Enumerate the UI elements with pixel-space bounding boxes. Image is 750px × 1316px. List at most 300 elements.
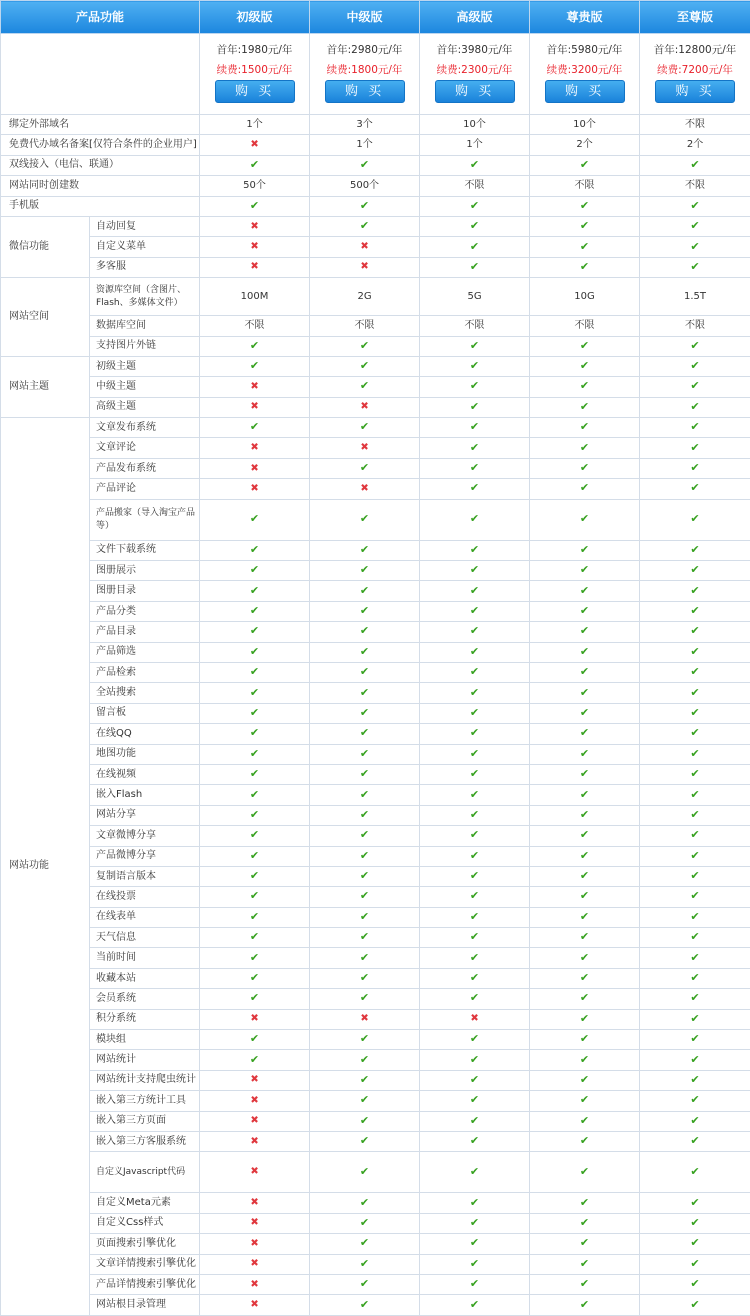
feature-group-label: 网站主题: [1, 356, 90, 417]
check-icon: ✔: [530, 622, 640, 642]
feature-row: [1, 642, 750, 662]
check-icon: ✔: [640, 785, 750, 805]
feature-label: 产品微博分享: [90, 846, 200, 866]
check-icon: ✔: [530, 1295, 640, 1315]
check-icon: ✔: [310, 662, 420, 682]
check-icon: ✔: [530, 336, 640, 356]
check-icon: ✔: [420, 336, 530, 356]
renewal-price: 续费:7200元/年: [640, 64, 750, 76]
check-icon: ✔: [310, 356, 420, 376]
value-cell: 10个: [530, 115, 640, 135]
value-cell: 不限: [530, 316, 640, 336]
feature-label: 嵌入第三方统计工具: [90, 1091, 200, 1111]
tier-header: 初级版: [200, 1, 310, 34]
feature-group-label: 网站功能: [1, 418, 90, 1316]
feature-label: 产品分类: [90, 601, 200, 621]
check-icon: ✔: [310, 1111, 420, 1131]
check-icon: ✔: [530, 356, 640, 376]
cross-icon: ✖: [200, 479, 310, 499]
feature-row: [1, 846, 750, 866]
feature-row: [1, 499, 750, 540]
check-icon: ✔: [530, 887, 640, 907]
check-icon: ✔: [310, 642, 420, 662]
check-icon: ✔: [640, 887, 750, 907]
feature-label: 网站分享: [90, 805, 200, 825]
check-icon: ✔: [530, 1254, 640, 1274]
check-icon: ✔: [420, 887, 530, 907]
check-icon: ✔: [310, 846, 420, 866]
feature-column-header: 产品功能: [1, 1, 200, 34]
check-icon: ✔: [200, 805, 310, 825]
feature-label: 自定义Meta元素: [90, 1193, 200, 1213]
cross-icon: ✖: [200, 1274, 310, 1294]
check-icon: ✔: [420, 1274, 530, 1294]
price-cell: [200, 34, 310, 115]
check-icon: ✔: [530, 1111, 640, 1131]
check-icon: ✔: [200, 887, 310, 907]
check-icon: ✔: [530, 540, 640, 560]
check-icon: ✔: [420, 1070, 530, 1090]
check-icon: ✔: [640, 846, 750, 866]
feature-label: 积分系统: [90, 1009, 200, 1029]
feature-row: [1, 1193, 750, 1213]
check-icon: ✔: [420, 744, 530, 764]
check-icon: ✔: [200, 540, 310, 560]
cross-icon: ✖: [200, 135, 310, 155]
check-icon: ✔: [640, 1070, 750, 1090]
feature-label: 双线接入（电信、联通）: [1, 155, 200, 175]
renewal-price: 续费:1500元/年: [200, 64, 309, 76]
value-cell: 不限: [420, 316, 530, 336]
feature-label: 初级主题: [90, 356, 200, 376]
check-icon: ✔: [530, 826, 640, 846]
price-cell: [420, 34, 530, 115]
first-year-price: 首年:5980元/年: [530, 44, 639, 56]
check-icon: ✔: [420, 805, 530, 825]
feature-group-label: 微信功能: [1, 216, 90, 277]
check-icon: ✔: [310, 785, 420, 805]
check-icon: ✔: [310, 744, 420, 764]
feature-row: [1, 826, 750, 846]
feature-group-label: 网站空间: [1, 278, 90, 357]
feature-label: 中级主题: [90, 377, 200, 397]
check-icon: ✔: [640, 1009, 750, 1029]
cross-icon: ✖: [200, 377, 310, 397]
feature-label: 嵌入第三方客服系统: [90, 1131, 200, 1151]
check-icon: ✔: [420, 764, 530, 784]
value-cell: 不限: [640, 115, 750, 135]
check-icon: ✔: [310, 540, 420, 560]
check-icon: ✔: [200, 744, 310, 764]
check-icon: ✔: [530, 257, 640, 277]
check-icon: ✔: [530, 1030, 640, 1050]
check-icon: ✔: [530, 418, 640, 438]
feature-label: 支持图片外链: [90, 336, 200, 356]
check-icon: ✔: [200, 826, 310, 846]
check-icon: ✔: [640, 805, 750, 825]
check-icon: ✔: [200, 622, 310, 642]
feature-row: [1, 887, 750, 907]
value-cell: 2个: [530, 135, 640, 155]
check-icon: ✔: [420, 216, 530, 236]
check-icon: ✔: [420, 662, 530, 682]
tier-header: 高级版: [420, 1, 530, 34]
check-icon: ✔: [420, 438, 530, 458]
buy-button[interactable]: 购 买: [435, 80, 515, 103]
check-icon: ✔: [640, 377, 750, 397]
check-icon: ✔: [420, 683, 530, 703]
check-icon: ✔: [310, 561, 420, 581]
value-cell: 1个: [310, 135, 420, 155]
check-icon: ✔: [640, 155, 750, 175]
check-icon: ✔: [310, 1050, 420, 1070]
check-icon: ✔: [530, 1152, 640, 1193]
check-icon: ✔: [200, 581, 310, 601]
feature-row: [1, 438, 750, 458]
check-icon: ✔: [420, 642, 530, 662]
check-icon: ✔: [640, 1152, 750, 1193]
check-icon: ✔: [420, 397, 530, 417]
feature-row: [1, 115, 750, 135]
buy-button[interactable]: 购 买: [545, 80, 625, 103]
feature-label: 多客服: [90, 257, 200, 277]
feature-row: [1, 764, 750, 784]
check-icon: ✔: [530, 1234, 640, 1254]
check-icon: ✔: [640, 1234, 750, 1254]
check-icon: ✔: [200, 418, 310, 438]
feature-row: [1, 278, 750, 316]
feature-label: 模块组: [90, 1030, 200, 1050]
check-icon: ✔: [310, 887, 420, 907]
feature-label: 在线QQ: [90, 724, 200, 744]
feature-label: 图册展示: [90, 561, 200, 581]
check-icon: ✔: [310, 196, 420, 216]
check-icon: ✔: [420, 458, 530, 478]
check-icon: ✔: [530, 1050, 640, 1070]
feature-row: [1, 622, 750, 642]
cross-icon: ✖: [200, 1070, 310, 1090]
feature-row: [1, 662, 750, 682]
cross-icon: ✖: [200, 1152, 310, 1193]
cross-icon: ✖: [200, 1213, 310, 1233]
check-icon: ✔: [640, 438, 750, 458]
check-icon: ✔: [200, 601, 310, 621]
feature-row: [1, 155, 750, 175]
check-icon: ✔: [310, 418, 420, 438]
check-icon: ✔: [530, 764, 640, 784]
check-icon: ✔: [420, 499, 530, 540]
feature-label: 全站搜索: [90, 683, 200, 703]
value-cell: 不限: [200, 316, 310, 336]
renewal-price: 续费:3200元/年: [530, 64, 639, 76]
cross-icon: ✖: [200, 458, 310, 478]
check-icon: ✔: [640, 356, 750, 376]
feature-row: [1, 540, 750, 560]
feature-label: 产品筛选: [90, 642, 200, 662]
check-icon: ✔: [420, 377, 530, 397]
check-icon: ✔: [420, 237, 530, 257]
feature-row: [1, 1295, 750, 1315]
value-cell: 不限: [530, 176, 640, 196]
check-icon: ✔: [420, 561, 530, 581]
check-icon: ✔: [640, 826, 750, 846]
check-icon: ✔: [530, 479, 640, 499]
value-cell: 3个: [310, 115, 420, 135]
feature-label: 数据库空间: [90, 316, 200, 336]
feature-label: 手机版: [1, 196, 200, 216]
feature-row: [1, 1050, 750, 1070]
feature-row: [1, 581, 750, 601]
price-cell: [640, 34, 750, 115]
check-icon: ✔: [530, 785, 640, 805]
check-icon: ✔: [530, 1009, 640, 1029]
check-icon: ✔: [530, 662, 640, 682]
check-icon: ✔: [200, 499, 310, 540]
check-icon: ✔: [530, 1213, 640, 1233]
check-icon: ✔: [640, 683, 750, 703]
check-icon: ✔: [640, 703, 750, 723]
check-icon: ✔: [200, 764, 310, 784]
feature-label: 在线投票: [90, 887, 200, 907]
check-icon: ✔: [420, 989, 530, 1009]
check-icon: ✔: [640, 561, 750, 581]
check-icon: ✔: [310, 377, 420, 397]
check-icon: ✔: [530, 561, 640, 581]
value-cell: 2G: [310, 278, 420, 316]
feature-row: [1, 377, 750, 397]
check-icon: ✔: [200, 155, 310, 175]
check-icon: ✔: [420, 356, 530, 376]
tier-header: 中级版: [310, 1, 420, 34]
check-icon: ✔: [420, 155, 530, 175]
feature-row: [1, 703, 750, 723]
check-icon: ✔: [200, 642, 310, 662]
check-icon: ✔: [200, 948, 310, 968]
check-icon: ✔: [530, 968, 640, 988]
check-icon: ✔: [640, 764, 750, 784]
check-icon: ✔: [310, 1213, 420, 1233]
cross-icon: ✖: [200, 1254, 310, 1274]
check-icon: ✔: [310, 703, 420, 723]
check-icon: ✔: [530, 216, 640, 236]
feature-row: [1, 237, 750, 257]
check-icon: ✔: [640, 989, 750, 1009]
check-icon: ✔: [200, 336, 310, 356]
check-icon: ✔: [310, 1254, 420, 1274]
first-year-price: 首年:2980元/年: [310, 44, 419, 56]
check-icon: ✔: [640, 1111, 750, 1131]
check-icon: ✔: [530, 1274, 640, 1294]
check-icon: ✔: [420, 601, 530, 621]
value-cell: 10个: [420, 115, 530, 135]
check-icon: ✔: [420, 1111, 530, 1131]
check-icon: ✔: [420, 1295, 530, 1315]
feature-row: [1, 805, 750, 825]
feature-label: 网站统计: [90, 1050, 200, 1070]
first-year-price: 首年:1980元/年: [200, 44, 309, 56]
check-icon: ✔: [640, 479, 750, 499]
buy-button[interactable]: 购 买: [215, 80, 295, 103]
check-icon: ✔: [640, 1050, 750, 1070]
renewal-price: 续费:2300元/年: [420, 64, 529, 76]
value-cell: 5G: [420, 278, 530, 316]
feature-label: 图册目录: [90, 581, 200, 601]
feature-row: [1, 397, 750, 417]
check-icon: ✔: [640, 540, 750, 560]
feature-label: 会员系统: [90, 989, 200, 1009]
check-icon: ✔: [420, 1193, 530, 1213]
cross-icon: ✖: [200, 1091, 310, 1111]
feature-label: 网站统计支持爬虫统计: [90, 1070, 200, 1090]
check-icon: ✔: [310, 989, 420, 1009]
check-icon: ✔: [200, 785, 310, 805]
check-icon: ✔: [310, 907, 420, 927]
value-cell: 不限: [640, 176, 750, 196]
check-icon: ✔: [530, 907, 640, 927]
feature-label: 产品评论: [90, 479, 200, 499]
feature-row: [1, 928, 750, 948]
feature-label: 自定义Css样式: [90, 1213, 200, 1233]
value-cell: 1个: [200, 115, 310, 135]
feature-label: 页面搜索引擎优化: [90, 1234, 200, 1254]
feature-row: [1, 1213, 750, 1233]
check-icon: ✔: [640, 1254, 750, 1274]
value-cell: 2个: [640, 135, 750, 155]
feature-label: 绑定外部域名: [1, 115, 200, 135]
feature-label: 文章评论: [90, 438, 200, 458]
first-year-price: 首年:12800元/年: [640, 44, 750, 56]
cross-icon: ✖: [200, 1111, 310, 1131]
check-icon: ✔: [640, 642, 750, 662]
check-icon: ✔: [200, 866, 310, 886]
check-icon: ✔: [640, 581, 750, 601]
check-icon: ✔: [530, 601, 640, 621]
cross-icon: ✖: [200, 1131, 310, 1151]
check-icon: ✔: [530, 397, 640, 417]
check-icon: ✔: [420, 724, 530, 744]
check-icon: ✔: [310, 1091, 420, 1111]
feature-row: [1, 1274, 750, 1294]
check-icon: ✔: [530, 1131, 640, 1151]
check-icon: ✔: [420, 785, 530, 805]
check-icon: ✔: [530, 866, 640, 886]
check-icon: ✔: [200, 928, 310, 948]
feature-row: [1, 1152, 750, 1193]
buy-button[interactable]: 购 买: [655, 80, 735, 103]
feature-row: [1, 989, 750, 1009]
value-cell: 500个: [310, 176, 420, 196]
check-icon: ✔: [640, 257, 750, 277]
check-icon: ✔: [310, 601, 420, 621]
feature-row: [1, 336, 750, 356]
check-icon: ✔: [640, 724, 750, 744]
feature-row: [1, 135, 750, 155]
feature-row: [1, 257, 750, 277]
cross-icon: ✖: [200, 237, 310, 257]
check-icon: ✔: [310, 866, 420, 886]
check-icon: ✔: [310, 948, 420, 968]
check-icon: ✔: [420, 968, 530, 988]
check-icon: ✔: [530, 846, 640, 866]
feature-label: 产品发布系统: [90, 458, 200, 478]
feature-label: 自定义Javascript代码: [90, 1152, 200, 1193]
check-icon: ✔: [420, 1131, 530, 1151]
feature-label: 复制语言版本: [90, 866, 200, 886]
feature-label: 产品详情搜索引擎优化: [90, 1274, 200, 1294]
feature-label: 天气信息: [90, 928, 200, 948]
check-icon: ✔: [420, 418, 530, 438]
check-icon: ✔: [640, 458, 750, 478]
feature-label: 自定义菜单: [90, 237, 200, 257]
check-icon: ✔: [310, 1131, 420, 1151]
check-icon: ✔: [640, 1295, 750, 1315]
check-icon: ✔: [640, 237, 750, 257]
tier-header: 尊贵版: [530, 1, 640, 34]
check-icon: ✔: [420, 1091, 530, 1111]
feature-label: 网站同时创建数: [1, 176, 200, 196]
check-icon: ✔: [640, 1030, 750, 1050]
feature-row: [1, 316, 750, 336]
check-icon: ✔: [310, 724, 420, 744]
feature-row: [1, 683, 750, 703]
check-icon: ✔: [530, 237, 640, 257]
check-icon: ✔: [200, 907, 310, 927]
value-cell: 不限: [310, 316, 420, 336]
feature-label: 高级主题: [90, 397, 200, 417]
feature-row: [1, 479, 750, 499]
check-icon: ✔: [530, 948, 640, 968]
check-icon: ✔: [310, 458, 420, 478]
feature-row: [1, 216, 750, 236]
feature-row: [1, 968, 750, 988]
feature-label: 免费代办域名备案[仅符合条件的企业用户]: [1, 135, 200, 155]
check-icon: ✔: [530, 683, 640, 703]
check-icon: ✔: [530, 438, 640, 458]
check-icon: ✔: [530, 724, 640, 744]
feature-row: [1, 1234, 750, 1254]
check-icon: ✔: [640, 622, 750, 642]
feature-label: 嵌入第三方页面: [90, 1111, 200, 1131]
check-icon: ✔: [420, 1254, 530, 1274]
feature-row: [1, 785, 750, 805]
check-icon: ✔: [530, 928, 640, 948]
cross-icon: ✖: [200, 1295, 310, 1315]
feature-row: [1, 866, 750, 886]
value-cell: 1个: [420, 135, 530, 155]
check-icon: ✔: [200, 968, 310, 988]
check-icon: ✔: [200, 356, 310, 376]
check-icon: ✔: [640, 1213, 750, 1233]
check-icon: ✔: [640, 968, 750, 988]
buy-button[interactable]: 购 买: [325, 80, 405, 103]
check-icon: ✔: [530, 1070, 640, 1090]
header-row: [1, 1, 750, 34]
check-icon: ✔: [530, 805, 640, 825]
check-icon: ✔: [200, 1050, 310, 1070]
feature-label: 文件下载系统: [90, 540, 200, 560]
check-icon: ✔: [530, 1091, 640, 1111]
check-icon: ✔: [420, 1234, 530, 1254]
check-icon: ✔: [420, 928, 530, 948]
check-icon: ✔: [530, 377, 640, 397]
value-cell: 1.5T: [640, 278, 750, 316]
check-icon: ✔: [640, 1131, 750, 1151]
value-cell: 不限: [640, 316, 750, 336]
check-icon: ✔: [640, 744, 750, 764]
cross-icon: ✖: [310, 438, 420, 458]
feature-row: [1, 1091, 750, 1111]
check-icon: ✔: [530, 155, 640, 175]
